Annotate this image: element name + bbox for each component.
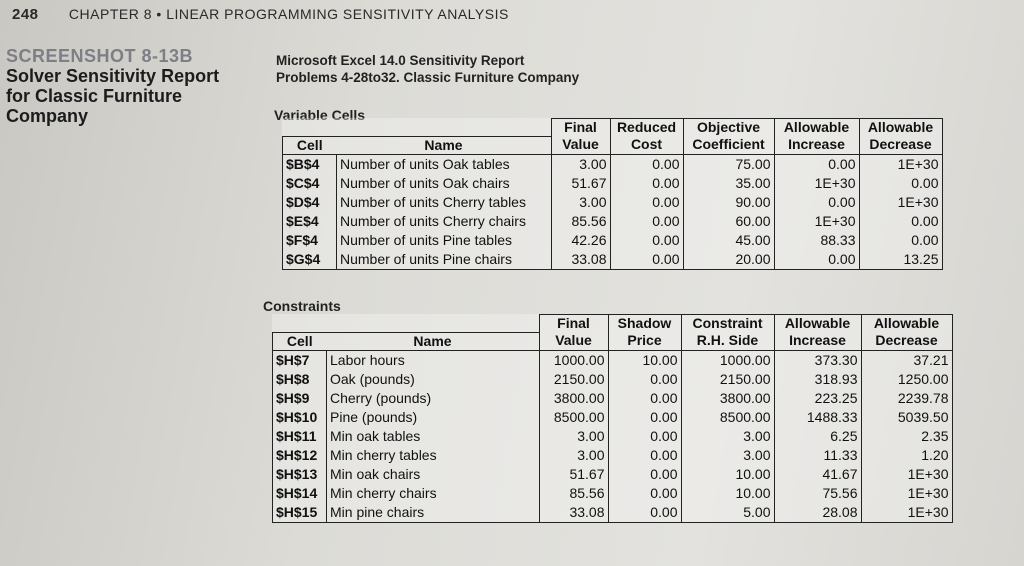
col-header-final-sub: Value	[551, 136, 610, 154]
col-header-decrease-sub: Decrease	[859, 136, 942, 154]
page-number: 248	[12, 6, 39, 23]
report-subtitle: Problems 4-28to32. Classic Furniture Company	[276, 70, 580, 85]
shadow-price: 10.00	[608, 350, 681, 370]
reduced-cost: 0.00	[610, 193, 683, 212]
col-header-reduced-sub: Cost	[610, 136, 683, 154]
table-row	[273, 427, 953, 446]
reduced-cost: 0.00	[610, 231, 683, 250]
cell-ref: $B$4	[283, 154, 337, 174]
col-header-increase: Allowable	[774, 119, 859, 137]
col-header-objective-sub: Coefficient	[683, 136, 774, 154]
col-header-objective: Objective	[683, 119, 774, 137]
col-header-decrease: Allowable	[861, 315, 952, 333]
cell-ref: $H$11	[273, 427, 327, 446]
objective-coefficient: 60.00	[683, 212, 774, 231]
header-row	[273, 332, 953, 350]
allowable-increase: 1488.33	[774, 408, 861, 427]
header-row	[273, 315, 953, 333]
reduced-cost: 0.00	[610, 154, 683, 174]
reduced-cost: 0.00	[610, 174, 683, 193]
allowable-decrease: 37.21	[861, 350, 952, 370]
running-header	[12, 6, 509, 23]
table-row	[283, 174, 943, 193]
variable-name: Number of units Oak chairs	[337, 174, 552, 193]
final-value: 3.00	[551, 154, 610, 174]
constraint-name: Cherry (pounds)	[327, 389, 540, 408]
reduced-cost: 0.00	[610, 250, 683, 270]
col-header-cell: Cell	[283, 136, 337, 154]
table-row	[283, 212, 943, 231]
constraint-name: Min oak chairs	[327, 465, 540, 484]
allowable-decrease: 0.00	[859, 174, 942, 193]
final-value: 3.00	[539, 446, 608, 465]
allowable-decrease: 5039.50	[861, 408, 952, 427]
allowable-decrease: 1.20	[861, 446, 952, 465]
table-row	[283, 154, 943, 174]
allowable-decrease: 1E+30	[861, 484, 952, 503]
final-value: 3.00	[551, 193, 610, 212]
constraint-rhs: 10.00	[681, 465, 774, 484]
objective-coefficient: 90.00	[683, 193, 774, 212]
final-value: 33.08	[551, 250, 610, 270]
cell-ref: $H$7	[273, 350, 327, 370]
constraint-name: Min cherry chairs	[327, 484, 540, 503]
table-row	[273, 503, 953, 523]
final-value: 85.56	[539, 484, 608, 503]
col-header-decrease-sub: Decrease	[861, 332, 952, 350]
variable-name: Number of units Oak tables	[337, 154, 552, 174]
col-header-rhs: Constraint	[681, 315, 774, 333]
col-header-cell: Cell	[273, 332, 327, 350]
allowable-increase: 88.33	[774, 231, 859, 250]
allowable-increase: 11.33	[774, 446, 861, 465]
allowable-decrease: 1E+30	[859, 154, 942, 174]
cell-ref: $E$4	[283, 212, 337, 231]
objective-coefficient: 45.00	[683, 231, 774, 250]
final-value: 1000.00	[539, 350, 608, 370]
allowable-decrease: 2.35	[861, 427, 952, 446]
allowable-increase: 1E+30	[774, 174, 859, 193]
final-value: 2150.00	[539, 370, 608, 389]
col-header-final: Final	[539, 315, 608, 333]
report-title: Microsoft Excel 14.0 Sensitivity Report	[276, 53, 525, 68]
table-row	[273, 370, 953, 389]
variable-name: Number of units Pine chairs	[337, 250, 552, 270]
shadow-price: 0.00	[608, 446, 681, 465]
table-row	[283, 250, 943, 270]
allowable-decrease: 1E+30	[861, 465, 952, 484]
table-row	[273, 484, 953, 503]
bullet-separator: •	[156, 6, 162, 22]
screenshot-title-line: for Classic Furniture	[6, 86, 183, 106]
allowable-increase: 0.00	[774, 154, 859, 174]
constraint-rhs: 1000.00	[681, 350, 774, 370]
col-header-shadow: Shadow	[608, 315, 681, 333]
shadow-price: 0.00	[608, 503, 681, 523]
final-value: 3800.00	[539, 389, 608, 408]
table-row	[273, 465, 953, 484]
allowable-decrease: 1250.00	[861, 370, 952, 389]
allowable-decrease: 0.00	[859, 231, 942, 250]
objective-coefficient: 20.00	[683, 250, 774, 270]
screenshot-caption	[6, 46, 219, 126]
cell-ref: $C$4	[283, 174, 337, 193]
allowable-decrease: 1E+30	[861, 503, 952, 523]
variable-name: Number of units Cherry chairs	[337, 212, 552, 231]
cell-ref: $H$13	[273, 465, 327, 484]
report-heading	[276, 52, 579, 86]
constraint-rhs: 10.00	[681, 484, 774, 503]
objective-coefficient: 75.00	[683, 154, 774, 174]
constraints-table	[272, 314, 953, 523]
allowable-increase: 0.00	[774, 250, 859, 270]
final-value: 8500.00	[539, 408, 608, 427]
shadow-price: 0.00	[608, 370, 681, 389]
constraint-rhs: 3800.00	[681, 389, 774, 408]
chapter-title: LINEAR PROGRAMMING SENSITIVITY ANALYSIS	[166, 6, 509, 22]
col-header-name: Name	[327, 332, 540, 350]
constraint-name: Min pine chairs	[327, 503, 540, 523]
final-value: 3.00	[539, 427, 608, 446]
chapter-label: CHAPTER 8	[68, 6, 152, 22]
cell-ref: $F$4	[283, 231, 337, 250]
cell-ref: $H$9	[273, 389, 327, 408]
variable-name: Number of units Cherry tables	[337, 193, 552, 212]
table-row	[283, 231, 943, 250]
table-row	[283, 193, 943, 212]
table-row	[273, 446, 953, 465]
col-header-name: Name	[337, 136, 552, 154]
shadow-price: 0.00	[608, 484, 681, 503]
variable-cells-table	[282, 118, 943, 270]
allowable-increase: 0.00	[774, 193, 859, 212]
cell-ref: $H$15	[273, 503, 327, 523]
constraint-name: Labor hours	[327, 350, 540, 370]
screenshot-title-line: Solver Sensitivity Report	[6, 66, 220, 86]
constraint-rhs: 3.00	[681, 446, 774, 465]
screenshot-title-line: Company	[6, 106, 89, 126]
allowable-decrease: 2239.78	[861, 389, 952, 408]
allowable-increase: 1E+30	[774, 212, 859, 231]
allowable-increase: 223.25	[774, 389, 861, 408]
allowable-increase: 75.56	[774, 484, 861, 503]
allowable-decrease: 0.00	[859, 212, 942, 231]
allowable-increase: 41.67	[774, 465, 861, 484]
allowable-decrease: 1E+30	[859, 193, 942, 212]
col-header-rhs-sub: R.H. Side	[681, 332, 774, 350]
final-value: 51.67	[551, 174, 610, 193]
constraint-name: Min cherry tables	[327, 446, 540, 465]
cell-ref: $H$10	[273, 408, 327, 427]
cell-ref: $H$8	[273, 370, 327, 389]
header-row	[283, 136, 943, 154]
final-value: 85.56	[551, 212, 610, 231]
constraint-rhs: 3.00	[681, 427, 774, 446]
cell-ref: $H$12	[273, 446, 327, 465]
variable-cells-label: Variable Cells	[274, 107, 366, 123]
shadow-price: 0.00	[608, 408, 681, 427]
final-value: 51.67	[539, 465, 608, 484]
cell-ref: $H$14	[273, 484, 327, 503]
constraint-name: Pine (pounds)	[327, 408, 540, 427]
col-header-increase-sub: Increase	[774, 332, 861, 350]
header-row	[283, 119, 943, 137]
cell-ref: $G$4	[283, 250, 337, 270]
shadow-price: 0.00	[608, 465, 681, 484]
allowable-increase: 6.25	[774, 427, 861, 446]
reduced-cost: 0.00	[610, 212, 683, 231]
final-value: 42.26	[551, 231, 610, 250]
allowable-increase: 373.30	[774, 350, 861, 370]
col-header-final: Final	[551, 119, 610, 137]
table-row	[273, 408, 953, 427]
col-header-shadow-sub: Price	[608, 332, 681, 350]
table-row	[273, 350, 953, 370]
constraint-rhs: 5.00	[681, 503, 774, 523]
allowable-decrease: 13.25	[859, 250, 942, 270]
allowable-increase: 318.93	[774, 370, 861, 389]
col-header-final-sub: Value	[539, 332, 608, 350]
constraint-name: Min oak tables	[327, 427, 540, 446]
objective-coefficient: 35.00	[683, 174, 774, 193]
col-header-decrease: Allowable	[859, 119, 942, 137]
col-header-increase-sub: Increase	[774, 136, 859, 154]
table-row	[273, 389, 953, 408]
constraint-rhs: 8500.00	[681, 408, 774, 427]
allowable-increase: 28.08	[774, 503, 861, 523]
constraint-rhs: 2150.00	[681, 370, 774, 389]
constraints-label: Constraints	[263, 298, 341, 314]
constraint-name: Oak (pounds)	[327, 370, 540, 389]
final-value: 33.08	[539, 503, 608, 523]
variable-name: Number of units Pine tables	[337, 231, 552, 250]
shadow-price: 0.00	[608, 427, 681, 446]
col-header-reduced: Reduced	[610, 119, 683, 137]
col-header-increase: Allowable	[774, 315, 861, 333]
screenshot-label: SCREENSHOT 8-13B	[6, 46, 194, 66]
shadow-price: 0.00	[608, 389, 681, 408]
cell-ref: $D$4	[283, 193, 337, 212]
